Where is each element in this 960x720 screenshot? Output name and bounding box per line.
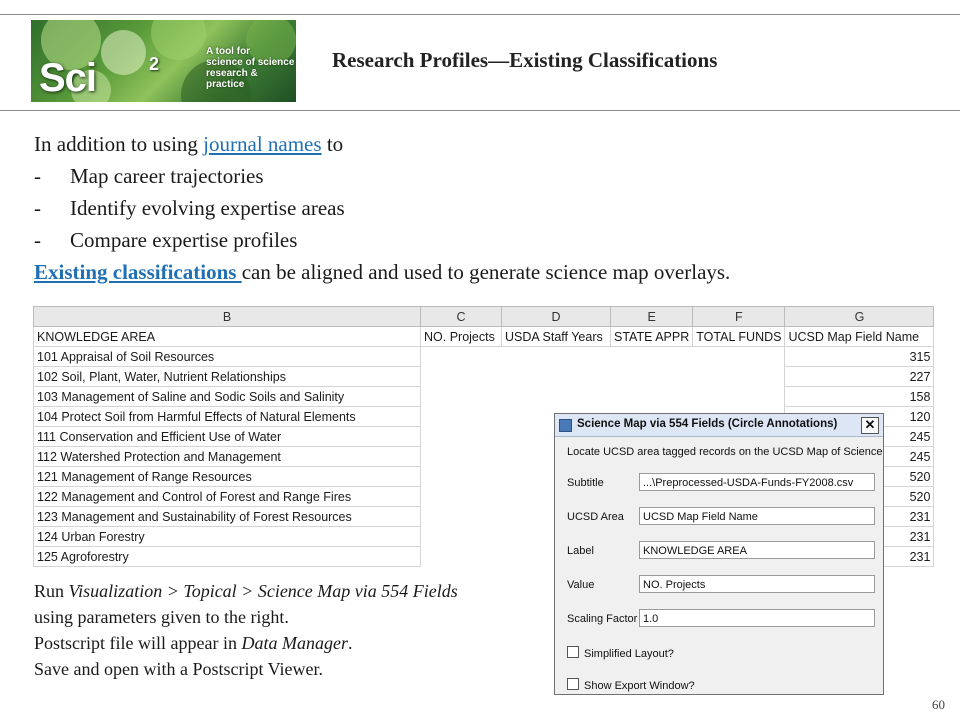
field-cell: 520	[785, 487, 934, 507]
field-cell: 231	[785, 527, 934, 547]
instruction-line	[34, 578, 458, 604]
subtitle-field[interactable]: ...\Preprocessed-USDA-Funds-FY2008.csv	[639, 473, 875, 491]
field-cell: 158	[785, 387, 934, 407]
column-letter-row	[34, 307, 934, 327]
bullet-text: Map career trajectories	[70, 164, 264, 188]
logo-superscript: 2	[149, 54, 160, 74]
ucsd-area-field[interactable]: UCSD Map Field Name	[639, 507, 875, 525]
field-cell: 520	[785, 467, 934, 487]
classifications-line	[34, 256, 730, 288]
intro-line	[34, 128, 343, 160]
instructions	[34, 578, 458, 682]
column-letter: C	[421, 307, 502, 327]
header-cell: KNOWLEDGE AREA	[34, 327, 421, 347]
knowledge-area-cell: 121 Management of Range Resources	[34, 467, 421, 487]
bullet-marker: -	[34, 164, 41, 188]
header-cell: USDA Staff Years	[502, 327, 611, 347]
knowledge-area-cell: 125 Agroforestry	[34, 547, 421, 567]
header-cell: UCSD Map Field Name	[785, 327, 934, 347]
checkbox-label: Show Export Window?	[584, 680, 695, 692]
top-rule	[0, 14, 960, 15]
bullet-item	[34, 160, 264, 192]
field-cell: 231	[785, 507, 934, 527]
knowledge-area-cell: 111 Conservation and Efficient Use of Water	[34, 427, 421, 447]
show-export-window-checkbox[interactable]	[567, 678, 695, 692]
bullet-marker: -	[34, 228, 41, 252]
scaling-factor-label: Scaling Factor	[567, 613, 638, 625]
instruction-line: using parameters given to the right.	[34, 607, 289, 627]
header-row	[34, 327, 934, 347]
value-label: Value	[567, 579, 595, 591]
field-cell: 120	[785, 407, 934, 427]
field-cell: 245	[785, 427, 934, 447]
slide-title: Research Profiles—Existing Classifications	[332, 48, 718, 72]
bullet-item	[34, 224, 297, 256]
intro-suffix: to	[321, 132, 344, 156]
checkbox-box[interactable]	[567, 678, 579, 690]
dialog-title: Science Map via 554 Fields (Circle Annotations)	[577, 418, 838, 430]
label-label: Label	[567, 545, 594, 557]
line3-prefix: Postscript file will appear in	[34, 633, 242, 653]
instruction-line: Save and open with a Postscript Viewer.	[34, 659, 324, 679]
page-number: 60	[932, 697, 945, 712]
data-manager-term: Data Manager	[241, 633, 348, 653]
knowledge-area-cell: 101 Appraisal of Soil Resources	[34, 347, 421, 367]
checkbox-label: Simplified Layout?	[584, 648, 674, 660]
knowledge-area-cell: 122 Management and Control of Forest and Range Fires	[34, 487, 421, 507]
field-cell: 231	[785, 547, 934, 567]
instruction-line	[34, 630, 458, 656]
column-letter: G	[785, 307, 934, 327]
science-map-dialog	[554, 413, 884, 695]
run-prefix: Run	[34, 581, 69, 601]
knowledge-area-cell: 112 Watershed Protection and Management	[34, 447, 421, 467]
column-letter: E	[611, 307, 693, 327]
window-icon	[559, 419, 572, 432]
knowledge-area-cell: 124 Urban Forestry	[34, 527, 421, 547]
checkbox-box[interactable]	[567, 646, 579, 658]
column-letter: B	[34, 307, 421, 327]
logo-tagline: A tool for science of science research & practice	[206, 46, 295, 90]
value-field[interactable]: NO. Projects	[639, 575, 875, 593]
header-cell: STATE APPR	[611, 327, 693, 347]
column-letter: D	[502, 307, 611, 327]
bullet-text: Compare expertise profiles	[70, 228, 298, 252]
bullet-item	[34, 192, 345, 224]
intro-prefix: In addition to using	[34, 132, 204, 156]
field-cell: 315	[785, 347, 934, 367]
journal-names-link[interactable]: journal names	[203, 132, 322, 156]
header-cell: TOTAL FUNDS	[693, 327, 785, 347]
knowledge-area-cell: 103 Management of Saline and Sodic Soils and Salinity	[34, 387, 421, 407]
simplified-layout-checkbox[interactable]	[567, 646, 674, 660]
header-rule	[0, 110, 960, 111]
line3-suffix: .	[347, 633, 353, 653]
logo-mark: Sci	[39, 56, 97, 100]
subtitle-label: Subtitle	[567, 477, 604, 489]
field-cell: 245	[785, 447, 934, 467]
bullet-marker: -	[34, 196, 41, 220]
label-field[interactable]: KNOWLEDGE AREA	[639, 541, 875, 559]
existing-classifications-link[interactable]: Existing classifications	[34, 260, 242, 284]
knowledge-area-cell: 104 Protect Soil from Harmful Effects of Natural Elements	[34, 407, 421, 427]
bullet-text: Identify evolving expertise areas	[70, 196, 345, 220]
dialog-titlebar[interactable]	[555, 414, 883, 437]
knowledge-area-cell: 102 Soil, Plant, Water, Nutrient Relationships	[34, 367, 421, 387]
table-row	[34, 347, 934, 367]
classifications-text: can be aligned and used to generate science map overlays.	[241, 260, 731, 284]
ucsd-area-label: UCSD Area	[567, 511, 624, 523]
field-cell: 227	[785, 367, 934, 387]
column-letter: F	[693, 307, 785, 327]
header-cell: NO. Projects	[421, 327, 502, 347]
menu-path: Visualization > Topical > Science Map via 554 Fields	[68, 581, 458, 601]
close-icon[interactable]: ✕	[861, 417, 879, 434]
sci2-logo	[31, 20, 296, 102]
dialog-description: Locate UCSD area tagged records on the UCSD Map of Science	[567, 446, 883, 458]
scaling-factor-field[interactable]: 1.0	[639, 609, 875, 627]
knowledge-area-cell: 123 Management and Sustainability of Forest Resources	[34, 507, 421, 527]
